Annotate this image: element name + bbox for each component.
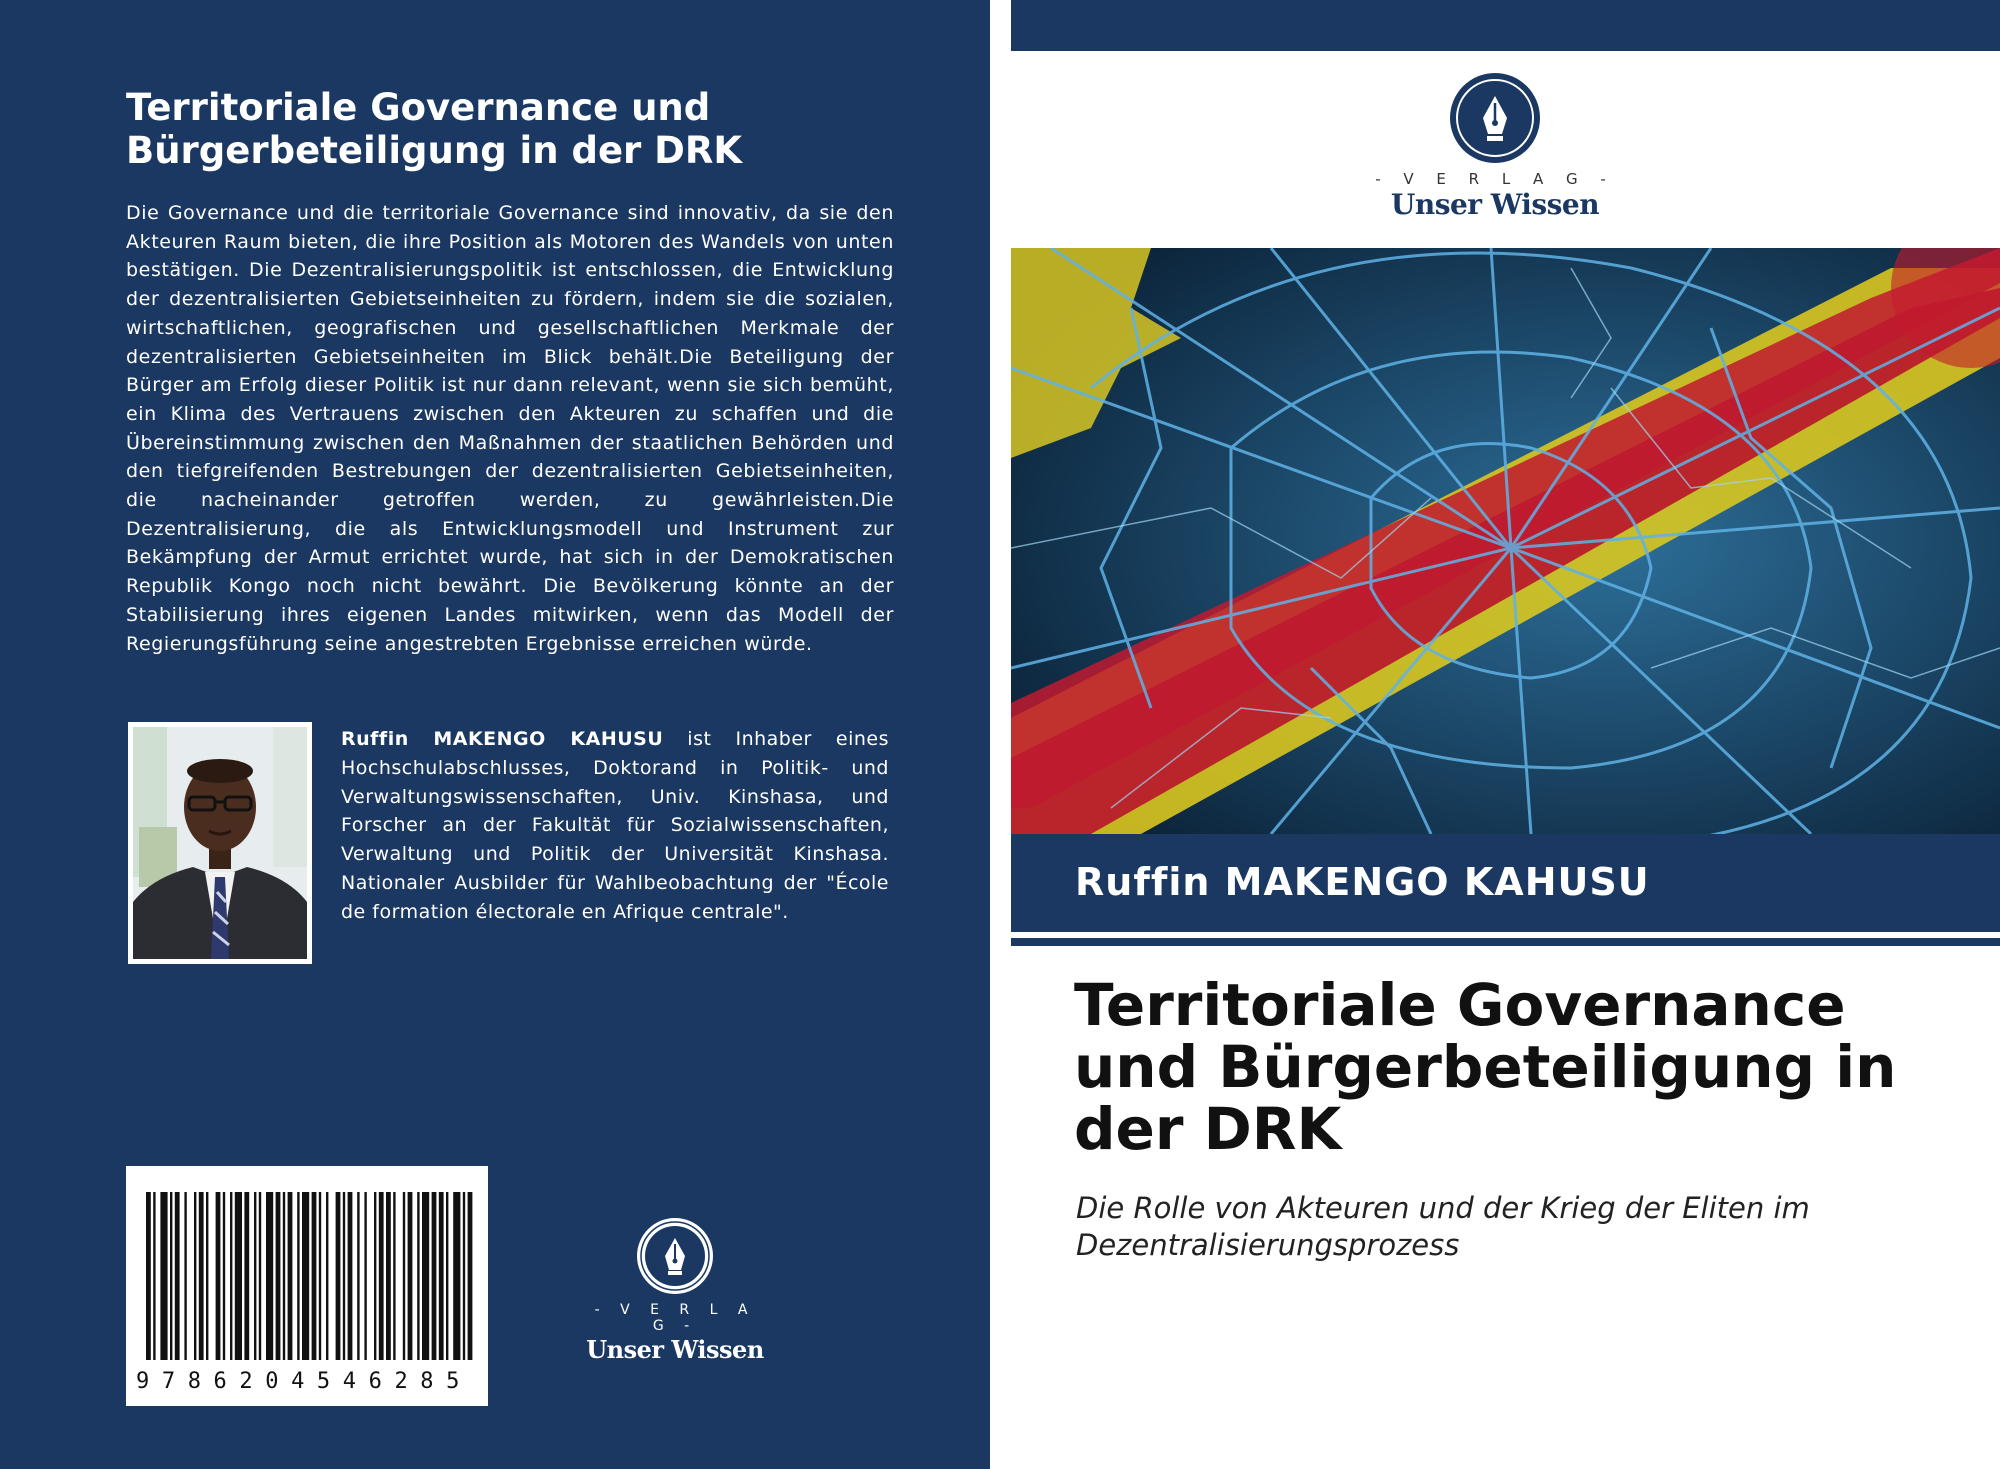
author-photo [128,722,312,964]
barcode-bar [283,1192,285,1360]
barcode-bar [453,1192,460,1360]
barcode-bar [326,1192,328,1360]
barcode-bar [276,1192,281,1360]
front-top-bar [1011,0,2000,51]
barcode-bar [194,1192,196,1360]
isbn-barcode [126,1166,488,1406]
barcode-bar [216,1192,221,1360]
barcode-bar [230,1192,232,1360]
back-logo-brand: Unser Wissen [586,1335,764,1364]
front-divider-rule [1011,938,2000,946]
barcode-bar [153,1192,155,1360]
barcode-bar [160,1192,167,1360]
barcode-bars [126,1166,488,1366]
barcode-bar [422,1192,429,1360]
barcode-bar [336,1192,341,1360]
front-logo-verlag: - V E R L A G - [1375,170,1615,188]
isbn-digits: 9786204546285 [136,1369,472,1394]
barcode-bar [244,1192,249,1360]
barcode-bar [463,1192,465,1360]
barcode-bar [170,1192,172,1360]
barcode-bar [312,1192,317,1360]
barcode-bar [357,1192,359,1360]
barcode-bar [432,1192,437,1360]
barcode-bar [184,1192,186,1360]
cover-image-flag-shattered-glass [1011,248,2000,834]
barcode-bar [348,1192,353,1360]
author-bio-name: Ruffin MAKENGO KAHUSU [341,728,664,750]
front-cover-title: Territoriale Governance und Bürgerbeteiligung in der DRK [1074,971,1897,1163]
barcode-bar [259,1192,261,1360]
fountain-pen-nib-icon [1449,72,1541,164]
back-logo-verlag: - V E R L A G - [594,1302,756,1334]
back-cover [0,0,990,1469]
back-cover-title: Territoriale Governance und Bürgerbeteiligung in der DRK [126,86,743,172]
front-author-band [1011,834,2000,932]
barcode-bar [297,1192,299,1360]
barcode-bar [235,1192,242,1360]
barcode-bar [319,1192,321,1360]
barcode-bar [403,1192,405,1360]
front-author-name: Ruffin MAKENGO KAHUSU [1075,860,1650,904]
front-cover-subtitle: Die Rolle von Akteuren und der Krieg der Eliten im Dezentralisierungsprozess [1076,1191,1810,1262]
barcode-bar [379,1192,384,1360]
barcode-bar [386,1192,391,1360]
barcode-bar [223,1192,225,1360]
barcode-bar [439,1192,444,1360]
author-bio [341,725,889,927]
barcode-bar [199,1192,204,1360]
spine [990,0,1011,1469]
barcode-bar [288,1192,293,1360]
barcode-bar [206,1192,208,1360]
back-cover-blurb: Die Governance und die territoriale Governance sind innovativ, da sie den Akteuren Raum bieten, die ihre Position als Motoren des Wandels von unten bestätigen. Die Dezentralisierungspolitik ist entschlossen, die Entwicklung der dezentralisierten Gebietseinheiten zu fördern, indem sie die sozialen, wirtschaftlichen, geografischen und gesellschaftlichen Merkmale der dezentralisierten Gebietseinheiten im Blick behält.Die Beteiligung der Bürger am Erfolg dieser Politik ist nur dann relevant, wenn sie sich bemüht, ein Klima des Vertrauens zwischen den Akteuren zu schaffen und die Übereinstimmung zwischen den Maßnahmen der staatlichen Behörden und den tiefgreifenden Bestrebungen der dezentralisierten Gebietseinheiten, die nacheinander getroffen werden, zu gewährleisten.Die Dezentralisierung, die als Entwicklungsmodell und Instrument zur Bekämpfung der Armut errichtet wurde, hat sich in der Demokratischen Republik Kongo noch nicht bewährt. Die Bevölkerung könnte an der Stabilisierung ihres eigenen Landes mitwirken, wenn das Modell der Regierungsführung seine angestrebten Ergebnisse erreichen würde. [126,202,894,655]
barcode-bar [254,1192,256,1360]
barcode-bar [417,1192,419,1360]
author-photo-image [133,727,307,959]
barcode-bar [446,1192,448,1360]
front-logo-brand: Unser Wissen [1390,188,1600,221]
barcode-bar [343,1192,345,1360]
barcode-bar [266,1192,273,1360]
author-bio-text: ist Inhaber eines Hochschulabschlusses, Doktorand in Politik- und Verwaltungswissenschaften, Univ. Kinshasa, und Forscher an der Fakultät für Sozialwissenschaften, Verwaltung und Politik der Universität Kinshasa. Nationaler Ausbilder für Wahlbeobachtung der "École de formation électorale en Afrique centrale". [341,728,889,923]
front-publisher-logo [1360,72,1630,221]
author-portrait-illustration [133,727,307,959]
barcode-bar [302,1192,309,1360]
fountain-pen-nib-icon [635,1216,715,1296]
barcode-bar [393,1192,395,1360]
flag-shattered-glass-illustration [1011,248,2000,834]
barcode-bar [408,1192,413,1360]
barcode-bar [364,1192,366,1360]
barcode-bar [374,1192,376,1360]
barcode-bar [468,1192,473,1360]
back-publisher-logo [580,1216,770,1364]
barcode-bar [175,1192,180,1360]
barcode-bar [146,1192,151,1360]
